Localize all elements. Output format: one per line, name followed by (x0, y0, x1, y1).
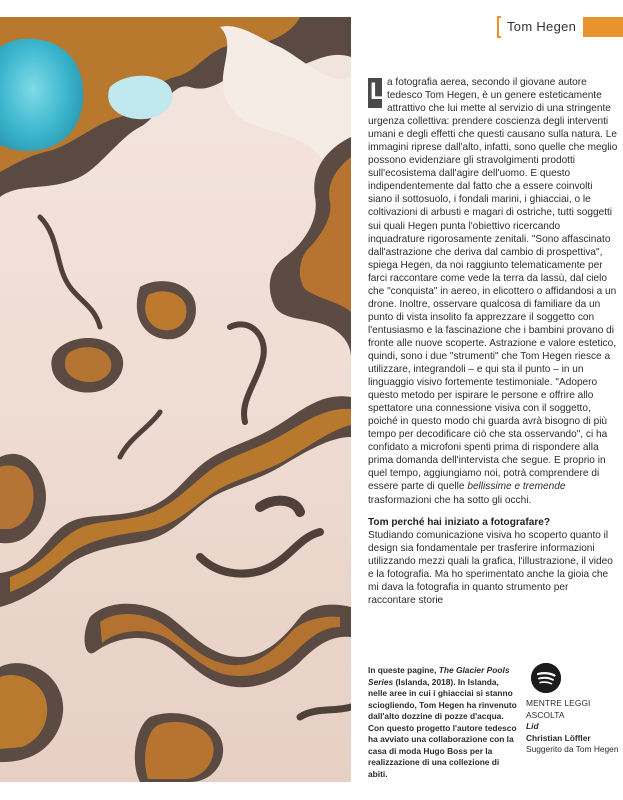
article-body (368, 76, 618, 607)
paragraph-text-end: trasformazioni che ha sotto gli occhi. (368, 494, 532, 506)
music-title: Lid (526, 721, 539, 731)
caption-text: (Islanda, 2018). In Islanda, nelle aree in cui i ghiacciai si stanno sciogliendo, Tom Hegen ha rinvenuto dall'alto dozzine di pozze d'acqua. Con questo progetto l'autore tedesco ha avviato una collaborazione con la casa di moda Hugo Boss per la realizzazione di una collezione di abiti. (368, 676, 517, 779)
dropcap-letter: L (370, 78, 385, 105)
music-suggestion (526, 663, 621, 756)
author-tag-label: Tom Hegen (507, 19, 577, 34)
interview-answer: Studiando comunicazione visiva ho scoperto quanto il design sia fondamentale per trasferire informazioni utilizzando mezzi quali la grafica, l'illustrazione, il video e la fotografia. Ma ho sperimentato anche la gioia che mi dava la fotografia in quanto strumento per raccontare storie (368, 529, 613, 606)
caption-series-title: The Glacier Pools Series (368, 665, 510, 687)
bracket-decoration (497, 16, 501, 38)
paragraph-emphasis: bellissime e tremende (467, 481, 566, 493)
interview-question: Tom perché hai iniziato a fotografare? (368, 516, 551, 528)
spotify-icon (531, 663, 561, 693)
music-label: MENTRE LEGGI ASCOLTA (526, 698, 591, 720)
music-suggested-by: Suggerito da Tom Hegen (526, 744, 619, 754)
aerial-photo (0, 17, 351, 782)
music-artist: Christian Löffler (526, 732, 591, 743)
article-paragraph (368, 76, 618, 507)
accent-bar (583, 17, 623, 37)
photo-caption (368, 665, 520, 780)
caption-prefix: In queste pagine, (368, 665, 439, 675)
paragraph-text: a fotografia aerea, secondo il giovane autore tedesco Tom Hegen, è un genere esteticamente attrattivo che lui mette al servizio di una stringente urgenza collettiva: prendere coscienza degli interventi umani e degli effetti che questi causano sulla natura. Le immagini riprese dall'alto, infatti, sono quelle che meglio possono evidenziare gli stravolgimenti prodotti sull'ecosistema dall'agire dell'uomo. E questo indipendentemente dal fatto che a essere coinvolti siano il sottosuolo, i fondali marini, i ghiacciai, o le coltivazioni di arbusti e magari di ostriche, tutti soggetti sui quali Hegen punta l'obiettivo ricercando inquadrature rigorosamente zenitali. "Sono affascinato dall'astrazione che deriva dal cambio di prospettiva", spiega Hegen, da noi raggiunto telematicamente per farci raccontare come vede la terra da lassù, dal cielo che "conquista" in aereo, in elicottero o affidandosi a un drone. Inoltre, osservare qualcosa di familiare da un punto di vista insolito fa apprezzare il soggetto con l'entusiasmo e la fascinazione che i bambini provano di fronte alle nuove scoperte. Astrazione e valore estetico, quindi, sono i due "strumenti" che Tom Hegen riesce a utilizzare, integrandoli – e qui sta il punto – in un linguaggio visivo fortemente testimoniale. "Adopero questo metodo per ispirare le persone e offrire allo spettatore una connessione visiva con il soggetto, poiché in questo modo chi guarda avrà bisogno di più tempo per decodificare ciò che sta osservando", ci ha confidato a microfoni spenti prima di rispondere alla prima domanda dell'intervista che segue. E proprio in quel tempo, aggiungiamo noi, potrà comprendere di essere parte di quelle (368, 77, 618, 493)
